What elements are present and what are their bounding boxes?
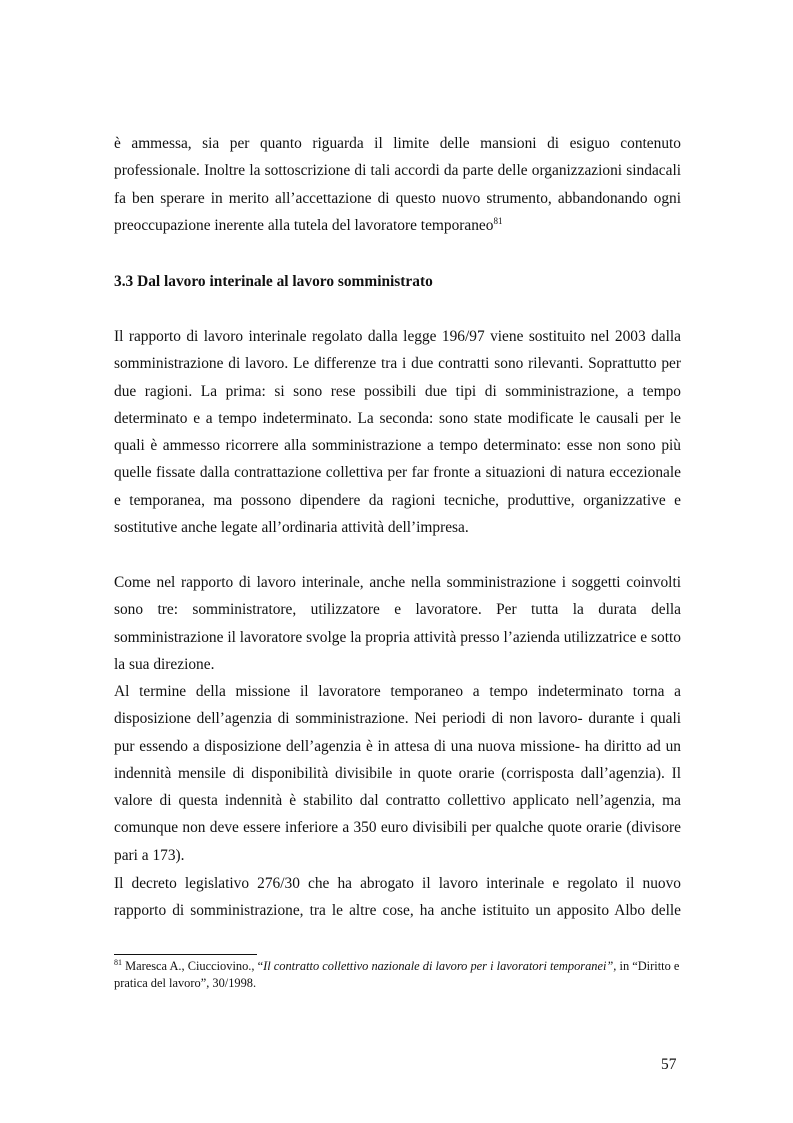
footnote-number: 81 [114, 958, 122, 967]
paragraph-2: Come nel rapporto di lavoro interinale, anche nella somministrazione i soggetti coinvolti sono tre: somministratore, utilizzatore e lavoratore. Per tutta la durata della somministrazione il lavoratore svolge la propria attività presso l’azienda utilizzatrice e sotto la sua direzione. [114, 574, 681, 673]
paragraph-3: Al termine della missione il lavoratore temporaneo a tempo indeterminato torna a disposizione dell’agenzia di somministrazione. Nei periodi di non lavoro- durante i quali pur essendo a disposizione dell’agenzia è in attesa di una nuova missione- ha diritto ad un indennità mensile di disponibilità divisibile in quote orarie (corrisposta dall’agenzia). Il valore di questa indennità è stabilito dal contratto collettivo applicato nell’agenzia, ma comunque non deve essere inferiore a 350 euro divisibili per qualche quote orarie (divisore pari a 173). [114, 683, 681, 864]
footnote [114, 958, 681, 991]
footnote-divider [114, 954, 257, 955]
footnote-author: Maresca A., Ciucciovino., “ [122, 959, 264, 973]
footnote-ref[interactable]: 81 [493, 215, 503, 226]
intro-paragraph: è ammessa, sia per quanto riguarda il limite delle mansioni di esiguo contenuto professionale. Inoltre la sottoscrizione di tali accordi da parte delle organizzazioni sindacali fa ben sperare in merito all’accettazione di questo nuovo strumento, abbandonando ogni preoccupazione inerente alla tutela del lavoratore temporaneo$^{81}$ [114, 135, 681, 234]
paragraph-1: Il rapporto di lavoro interinale regolato dalla legge 196/97 viene sostituito nel 2003 dalla somministrazione di lavoro. Le differenze tra i due contratti sono rilevanti. Soprattutto per due ragioni. La prima: si sono rese possibili due tipi di somministrazione, a tempo determinato e a tempo indeterminato. La seconda: sono state modificate le causali per le quali è ammesso ricorrere alla somministrazione a tempo determinato: esse non sono più quelle fissate dalla contrattazione collettiva per far fronte a situazioni di natura eccezionale e temporanea, ma possono dipendere da ragioni tecniche, produttive, organizzative e sostitutive anche legate all’ordinaria attività dell’impresa. [114, 328, 681, 537]
footnote-title: Il contratto collettivo nazionale di lavoro per i lavoratori temporanei”, [263, 959, 617, 973]
footnote-rest: in “Diritto e pratica del lavoro”, 30/1998. [114, 959, 680, 990]
section-heading: 3.3 Dal lavoro interinale al lavoro somministrato [114, 273, 433, 290]
page-number: 57 [661, 1056, 677, 1073]
paragraph-4: Il decreto legislativo 276/30 che ha abrogato il lavoro interinale e regolato il nuovo rapporto di somministrazione, tra le altre cose, ha anche istituito un apposito Albo delle [114, 875, 681, 920]
